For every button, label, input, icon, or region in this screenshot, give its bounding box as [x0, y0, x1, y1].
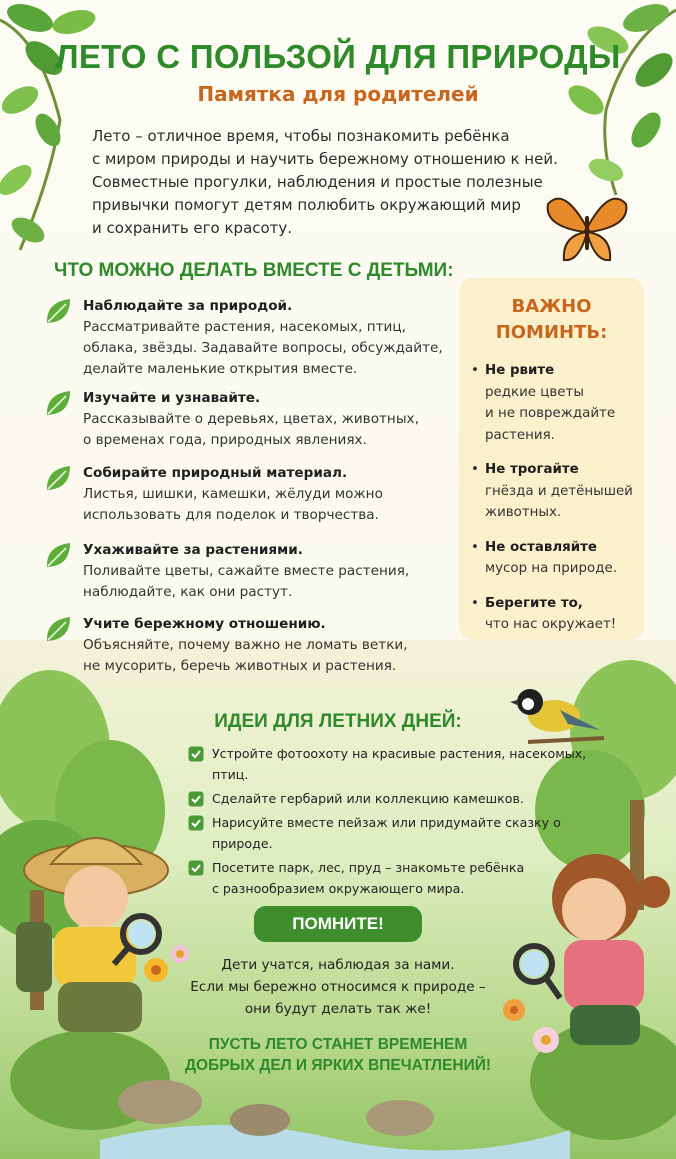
important-item-line: что нас окружает! [485, 617, 617, 632]
intro-line: с миром природы и научить бережному отношению к ней. [92, 150, 558, 168]
idea-line: Сделайте гербарий или коллекцию камешков. [212, 791, 524, 806]
checkbox-checked-icon [188, 860, 204, 876]
activity-heading: Собирайте природный материал. [83, 465, 348, 481]
activity-heading: Ухаживайте за растениями. [83, 542, 303, 558]
ideas-list [188, 743, 618, 902]
leaf-icon [44, 614, 72, 644]
page-subtitle: Памятка для родителей [197, 82, 479, 106]
activity-line: облака, звёзды. Задавайте вопросы, обсуждайте, [83, 340, 443, 356]
idea-line: Посетите парк, лес, пруд – знакомьте ребёнка [212, 860, 525, 875]
important-item-bold: • Не рвите [485, 363, 555, 378]
closing-line: ПУСТЬ ЛЕТО СТАНЕТ ВРЕМЕНЕМ [208, 1036, 468, 1053]
activity-heading: Учите бережному отношению. [83, 616, 326, 632]
activity-heading: Изучайте и узнавайте. [83, 390, 261, 406]
important-panel [459, 278, 644, 640]
closing-line: ДОБРЫХ ДЕЛ И ЯРКИХ ВПЕЧАТЛЕНИЙ! [184, 1057, 492, 1074]
idea-line: с разнообразием окружающего мира. [212, 881, 465, 896]
remember-line: Дети учатся, наблюдая за нами. [221, 957, 455, 973]
remember-line: они будут делать так же! [244, 1001, 432, 1017]
important-item-line: животных. [485, 505, 562, 520]
intro-line: и сохранить его красоту. [92, 219, 293, 237]
important-heading-line: ВАЖНО [511, 296, 592, 317]
important-item [471, 360, 641, 446]
activity-line: наблюдайте, как они растут. [83, 584, 293, 600]
idea-item [188, 857, 618, 899]
activity-line: делайте маленькие открытия вместе. [83, 361, 358, 377]
activities-heading: ЧТО МОЖНО ДЕЛАТЬ ВМЕСТЕ С ДЕТЬМИ: [54, 260, 454, 281]
activity-line: о временах года, природных явлениях. [83, 432, 367, 448]
important-item [471, 459, 641, 524]
important-item-bold: • Не оставляйте [485, 539, 597, 555]
checkbox-checked-icon [188, 791, 204, 807]
important-item-bold: • Берегите то, [485, 595, 583, 611]
activity-line: Объясняйте, почему важно не ломать ветки, [83, 637, 408, 653]
important-list [471, 360, 641, 649]
intro-line: Совместные прогулки, наблюдения и простые полезные [92, 173, 543, 191]
ideas-heading: ИДЕИ ДЛЯ ЛЕТНИХ ДНЕЙ: [214, 711, 462, 732]
idea-item [188, 812, 618, 854]
leaf-icon [44, 388, 72, 418]
important-item-line: гнёзда и детёнышей [485, 483, 633, 499]
remember-badge: ПОМНИТЕ! [254, 906, 422, 942]
important-item [471, 593, 641, 636]
important-item [471, 537, 641, 580]
idea-item [188, 743, 618, 785]
stream-and-rocks-icon [100, 1070, 570, 1159]
intro-line: Лето – отличное время, чтобы познакомить ребёнка [92, 127, 510, 145]
activity-line: Листья, шишки, камешки, жёлуди можно [83, 486, 383, 502]
activity-heading: Наблюдайте за природой. [83, 298, 293, 314]
closing-slogan [0, 1034, 676, 1076]
activity-line: Рассматривайте растения, насекомых, птиц, [83, 319, 406, 335]
checkbox-checked-icon [188, 746, 204, 762]
activity-line: использовать для поделок и творчества. [83, 507, 379, 523]
activity-line: Рассказывайте о деревьях, цветах, животных, [83, 411, 419, 427]
leaf-icon [44, 463, 72, 493]
idea-line: Устройте фотоохоту на красивые растения, насекомых, птиц. [212, 746, 587, 782]
leaf-icon [44, 540, 72, 570]
important-item-line: растения. [485, 427, 555, 443]
idea-item [188, 788, 618, 809]
boy-with-magnifier-icon [6, 812, 206, 1062]
checkbox-checked-icon [188, 815, 204, 831]
activity-line: не мусорить, беречь животных и растения. [83, 658, 397, 674]
page-title: ЛЕТО С ПОЛЬЗОЙ ДЛЯ ПРИРОДЫ [55, 38, 621, 75]
idea-line: Нарисуйте вместе пейзаж или придумайте сказку о природе. [212, 815, 561, 851]
important-item-line: мусор на природе. [485, 561, 617, 576]
important-item-bold: • Не трогайте [485, 462, 579, 477]
important-item-line: и не повреждайте [485, 406, 616, 421]
important-item-line: редкие цветы [485, 384, 584, 400]
important-heading-line: ПОМИНТЬ: [495, 322, 608, 343]
leaf-icon [44, 296, 72, 326]
remember-text [0, 954, 676, 1020]
intro-line: привычки помогут детям полюбить окружающий мир [92, 196, 521, 214]
activity-line: Поливайте цветы, сажайте вместе растения, [83, 563, 410, 579]
remember-line: Если мы бережно относимся к природе – [190, 979, 486, 995]
intro-text [92, 125, 562, 240]
important-heading [459, 294, 644, 346]
